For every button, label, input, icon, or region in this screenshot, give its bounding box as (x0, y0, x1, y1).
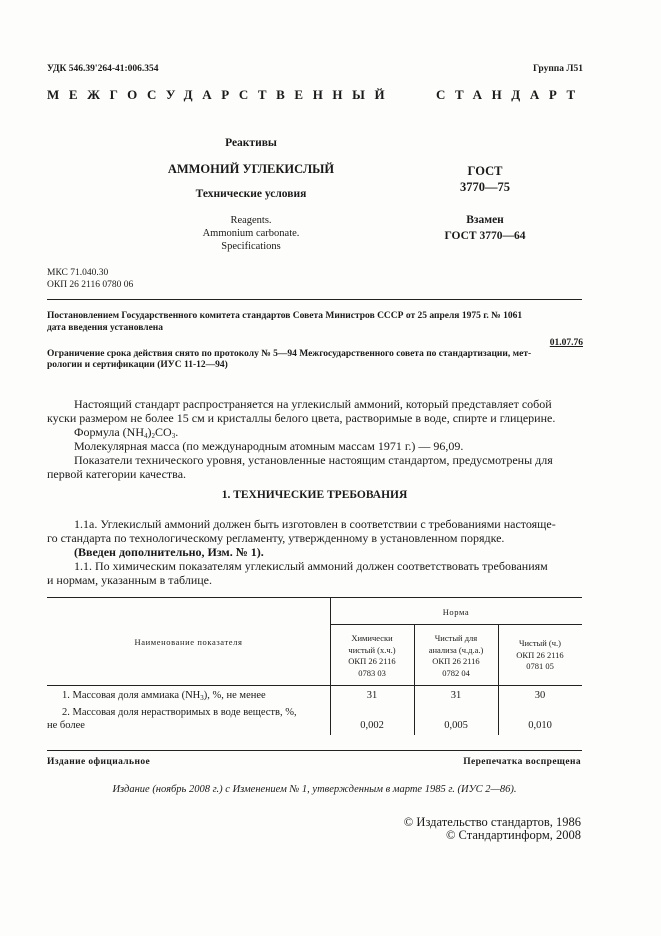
gost-label: ГОСТ (467, 164, 503, 178)
table-header-col-3: Чистый (ч.) ОКП 26 2116 0781 05 (516, 638, 564, 671)
clause-1-1a-line-2: го стандарта по технологическому регламенту, утвержденному в установленном порядке. (47, 531, 505, 545)
replaces-label: Взамен (466, 214, 504, 226)
norma-divider (330, 624, 582, 625)
page-title: АММОНИЙ УГЛЕКИСЛЫЙ (167, 162, 335, 176)
table-top-border (47, 597, 582, 598)
amendment-note: (Введен дополнительно, Изм. № 1). (74, 545, 264, 559)
table-row-2-value-3: 0,010 (528, 720, 552, 731)
limit-line-2: рологии и сертификации (ИУС 11-12—94) (47, 360, 228, 370)
mks-code: МКС 71.040.30 (47, 268, 109, 278)
udk-code: УДК 546.39'264-41:006.354 (47, 64, 159, 74)
copyright-1: © Издательство стандартов, 1986 (403, 815, 581, 829)
table-row-1-value-3: 30 (534, 690, 546, 701)
english-title-1: Reagents. (230, 215, 272, 226)
reprint-notice: Перепечатка воспрещена (463, 757, 581, 767)
table-row-1-name: 1. Массовая доля аммиака $(NH_3)$, %, не менее (62, 690, 266, 702)
banner-right: СТАНДАРТ (436, 87, 585, 102)
intro-p1-line-2: куски размером не более 15 см и кристаллы белого цвета, растворимые в воде, спирте и глицерине. (47, 411, 556, 425)
table-row-1-value-2: 31 (450, 690, 462, 701)
molar-mass: Молекулярная масса (по международным атомным массам 1971 г.) — 96,09. (74, 439, 464, 453)
edition-label: Издание официальное (47, 757, 151, 767)
english-title-3: Specifications (221, 241, 281, 252)
formula: Формула $(NH_4)_2CO_3$. (74, 425, 179, 440)
replaces-value: ГОСТ 3770—64 (444, 230, 526, 242)
edition-info: Издание (ноябрь 2008 г.) с Изменением № 1, утвержденным в марте 1985 г. (ИУС 2—86). (112, 784, 517, 795)
divider-top (47, 299, 582, 300)
intro-p3-line-1: Показатели технического уровня, установленные настоящим стандартом, предусмотрены для (74, 453, 553, 467)
table-header-norma: Норма (442, 607, 470, 617)
table-row-1-value-1: 31 (366, 690, 378, 701)
okp-code: ОКП 26 2116 0780 06 (47, 280, 134, 290)
table-row-2-value-1: 0,002 (360, 720, 384, 731)
subtitle: Технические условия (195, 188, 307, 200)
copyright-2: © Стандартинформ, 2008 (445, 828, 581, 842)
introduction-date: 01.07.76 (549, 338, 583, 348)
footer-divider (47, 750, 582, 751)
english-title-2: Ammonium carbonate. (202, 228, 300, 239)
intro-p3-line-2: первой категории качества. (47, 467, 187, 481)
table-header-bottom (47, 685, 582, 686)
clause-1-1-line-2: и нормам, указанным в таблице. (47, 573, 212, 587)
gost-number: 3770—75 (460, 180, 510, 194)
table-header-col-1: Химически чистый (х.ч.) ОКП 26 2116 0783 03 (348, 633, 396, 678)
resolution-line-2: дата введения установлена (47, 323, 164, 333)
intro-p1-line-1: Настоящий стандарт распространяется на углекислый аммоний, который представляет собой (74, 397, 552, 411)
category: Реактивы (225, 137, 277, 149)
limit-line-1: Ограничение срока действия снято по протоколу № 5—94 Межгосударственного совета по стандартизации, мет- (47, 349, 532, 359)
table-row-2-name-line-2: не более (47, 720, 85, 731)
section-heading: 1. ТЕХНИЧЕСКИЕ ТРЕБОВАНИЯ (221, 489, 408, 501)
table-header-name: Наименование показателя (134, 637, 243, 647)
table-header-col-2: Чистый для анализа (ч.д.а.) ОКП 26 2116 0782 04 (428, 633, 484, 678)
group-code: Группа Л51 (532, 64, 583, 74)
clause-1-1a-line-1: 1.1а. Углекислый аммоний должен быть изготовлен в соответствии с требованиями настояще- (74, 517, 556, 531)
resolution-line-1: Постановлением Государственного комитета стандартов Совета Министров СССР от 25 апреля 1975 г. № 1061 (47, 311, 523, 321)
banner-left: МЕЖГОСУДАРСТВЕННЫЙ (47, 87, 395, 102)
table-row-2-name-line-1: 2. Массовая доля нерастворимых в воде веществ, %, (62, 707, 297, 718)
table-row-2-value-2: 0,005 (444, 720, 468, 731)
clause-1-1-line-1: 1.1. По химическим показателям углекислый аммоний должен соответствовать требованиям (74, 559, 548, 573)
